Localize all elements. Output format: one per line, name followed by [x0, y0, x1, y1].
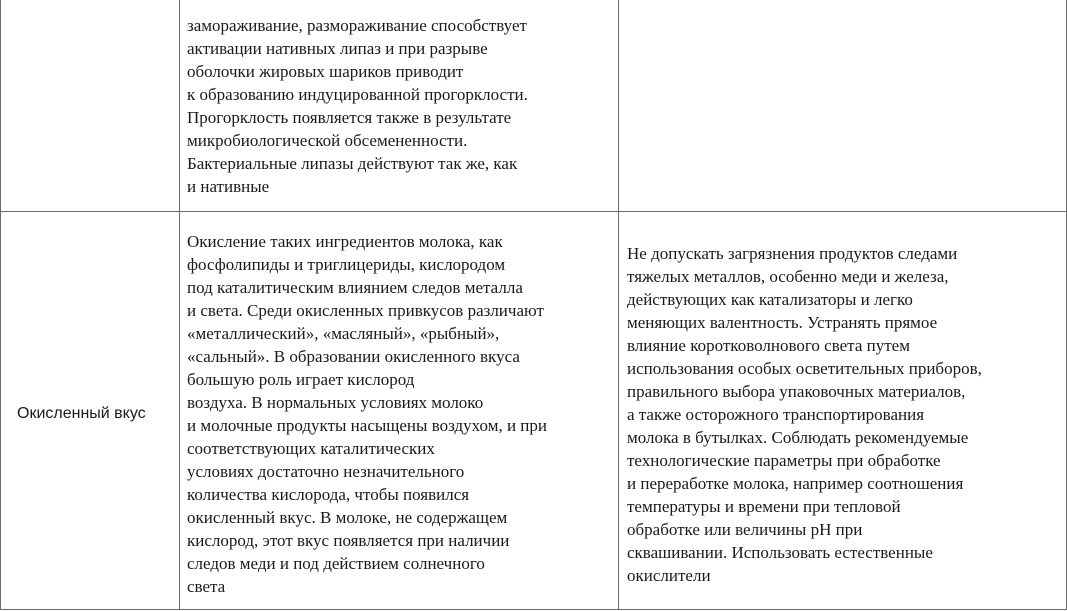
row-divider — [1, 211, 1066, 212]
text-line: фосфолипиды и триглицериды, кислородом — [187, 255, 506, 274]
text-line: обработке или величины pH при — [627, 520, 863, 539]
text-line: «металлический», «масляный», «рыбный», — [187, 324, 500, 343]
text-line: Бактериальные липазы действуют так же, как — [187, 154, 518, 173]
text-line: Окисление таких ингредиентов молока, как — [187, 232, 503, 251]
text-line: большую роль играет кислород — [187, 370, 415, 389]
text-line: количества кислорода, чтобы появился — [187, 485, 470, 504]
text-line: условиях достаточно незначительного — [187, 462, 465, 481]
text-line: а также осторожного транспортирования — [627, 405, 925, 424]
text-line: окисленный вкус. В молоке, не содержащем — [187, 508, 508, 527]
text-line: действующих как катализаторы и легко — [627, 290, 913, 309]
row2-property-label: Окисленный вкус — [17, 405, 146, 422]
text-line: и нативные — [187, 177, 270, 196]
column-divider-1 — [179, 0, 180, 609]
row2-description-cell — [187, 230, 547, 598]
text-line: к образованию индуцированной прогорклости. — [187, 85, 528, 104]
text-line: кислород, этот вкус появляется при наличии — [187, 531, 510, 550]
text-line: под каталитическим влиянием следов металла — [187, 278, 523, 297]
text-line: молока в бутылках. Соблюдать рекомендуемые — [627, 428, 969, 447]
text-line: меняющих валентность. Устранять прямое — [627, 313, 938, 332]
text-line: Не допускать загрязнения продуктов следами — [627, 244, 958, 263]
text-line: использования особых осветительных приборов, — [627, 359, 982, 378]
text-line: и света. Среди окисленных привкусов различают — [187, 301, 544, 320]
text-line: воздуха. В нормальных условиях молоко — [187, 393, 484, 412]
text-line: замораживание, размораживание способствует — [187, 16, 527, 35]
text-line: микробиологической обсемененности. — [187, 131, 468, 150]
column-divider-2 — [618, 0, 619, 609]
text-line: температуры и времени при тепловой — [627, 497, 901, 516]
text-line: влияние коротковолнового света путем — [627, 336, 910, 355]
text-line: технологические параметры при обработке — [627, 451, 941, 470]
text-line: активации нативных липаз и при разрыве — [187, 39, 488, 58]
text-line: следов меди и под действием солнечного — [187, 554, 485, 573]
text-line: света — [187, 577, 226, 596]
text-line: соответствующих каталитических — [187, 439, 435, 458]
text-line: правильного выбора упаковочных материалов, — [627, 382, 966, 401]
text-line: и переработке молока, например соотношения — [627, 474, 964, 493]
row1-description-cell — [187, 14, 528, 198]
text-line: сквашивании. Использовать естественные — [627, 543, 933, 562]
text-line: оболочки жировых шариков приводит — [187, 62, 464, 81]
text-line: тяжелых металлов, особенно меди и железа, — [627, 267, 949, 286]
row2-prevention-cell — [627, 242, 982, 587]
text-line: «сальный». В образовании окисленного вкуса — [187, 347, 520, 366]
text-line: и молочные продукты насыщены воздухом, и при — [187, 416, 547, 435]
text-line: Прогорклость появляется также в результате — [187, 108, 512, 127]
text-line: окислители — [627, 566, 711, 585]
